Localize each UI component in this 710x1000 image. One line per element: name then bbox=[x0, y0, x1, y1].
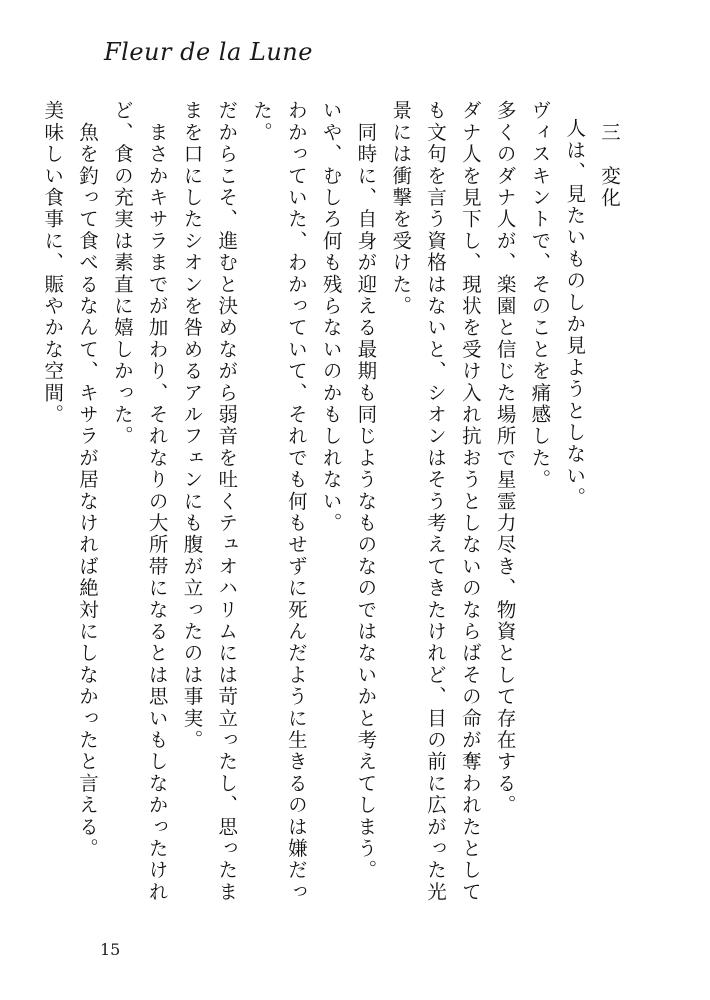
paragraph: いや、むしろ何も残らないのかもしれない。 bbox=[319, 100, 343, 534]
chapter-heading: 三 変化 bbox=[598, 122, 621, 209]
paragraph: 美味しい食事に、賑やかな空間。 bbox=[41, 100, 65, 426]
paragraph: 多くのダナ人が、楽園と信じた場所で星霊力尽き、物資として存在する。 bbox=[493, 100, 517, 817]
paragraph: だからこそ、進むと決めながら弱音を吐くテュオハリムには苛立ったし、思ったままを口にしたシオンを咎めるアルフェンにも腹が立ったのは事実。 bbox=[180, 100, 239, 903]
body-text bbox=[41, 100, 626, 920]
paragraph: ダナ人を見下し、現状を受け入れ抗おうとしないのならばその命が奪われたとしても文句を言う資格はないと、シオンはそう考えてきたけれど、目の前に広がった光景には衝撃を受けた。 bbox=[389, 100, 482, 903]
paragraph: まさかキサラまでが加わり、それなりの大所帯になるとは思いもしなかったけれど、食の充実は素直に嬉しかった。 bbox=[110, 100, 169, 903]
paragraph: 同時に、自身が迎える最期も同じようなものなのではないかと考えてしまう。 bbox=[354, 100, 378, 882]
paragraph: ヴィスキントで、そのことを痛感した。 bbox=[528, 100, 552, 491]
running-title: Fleur de la Lune bbox=[104, 38, 313, 66]
paragraph: わかっていた、わかっていて、それでも何もせずに死んだように生きるのは嫌だった。 bbox=[250, 100, 308, 903]
paragraph: 人は、見たいものしか見ようとしない。 bbox=[563, 118, 587, 509]
page-number: 15 bbox=[100, 940, 121, 959]
paragraph: 魚を釣って食べるなんて、キサラが居なければ絶対にしなかったと言える。 bbox=[76, 100, 100, 860]
